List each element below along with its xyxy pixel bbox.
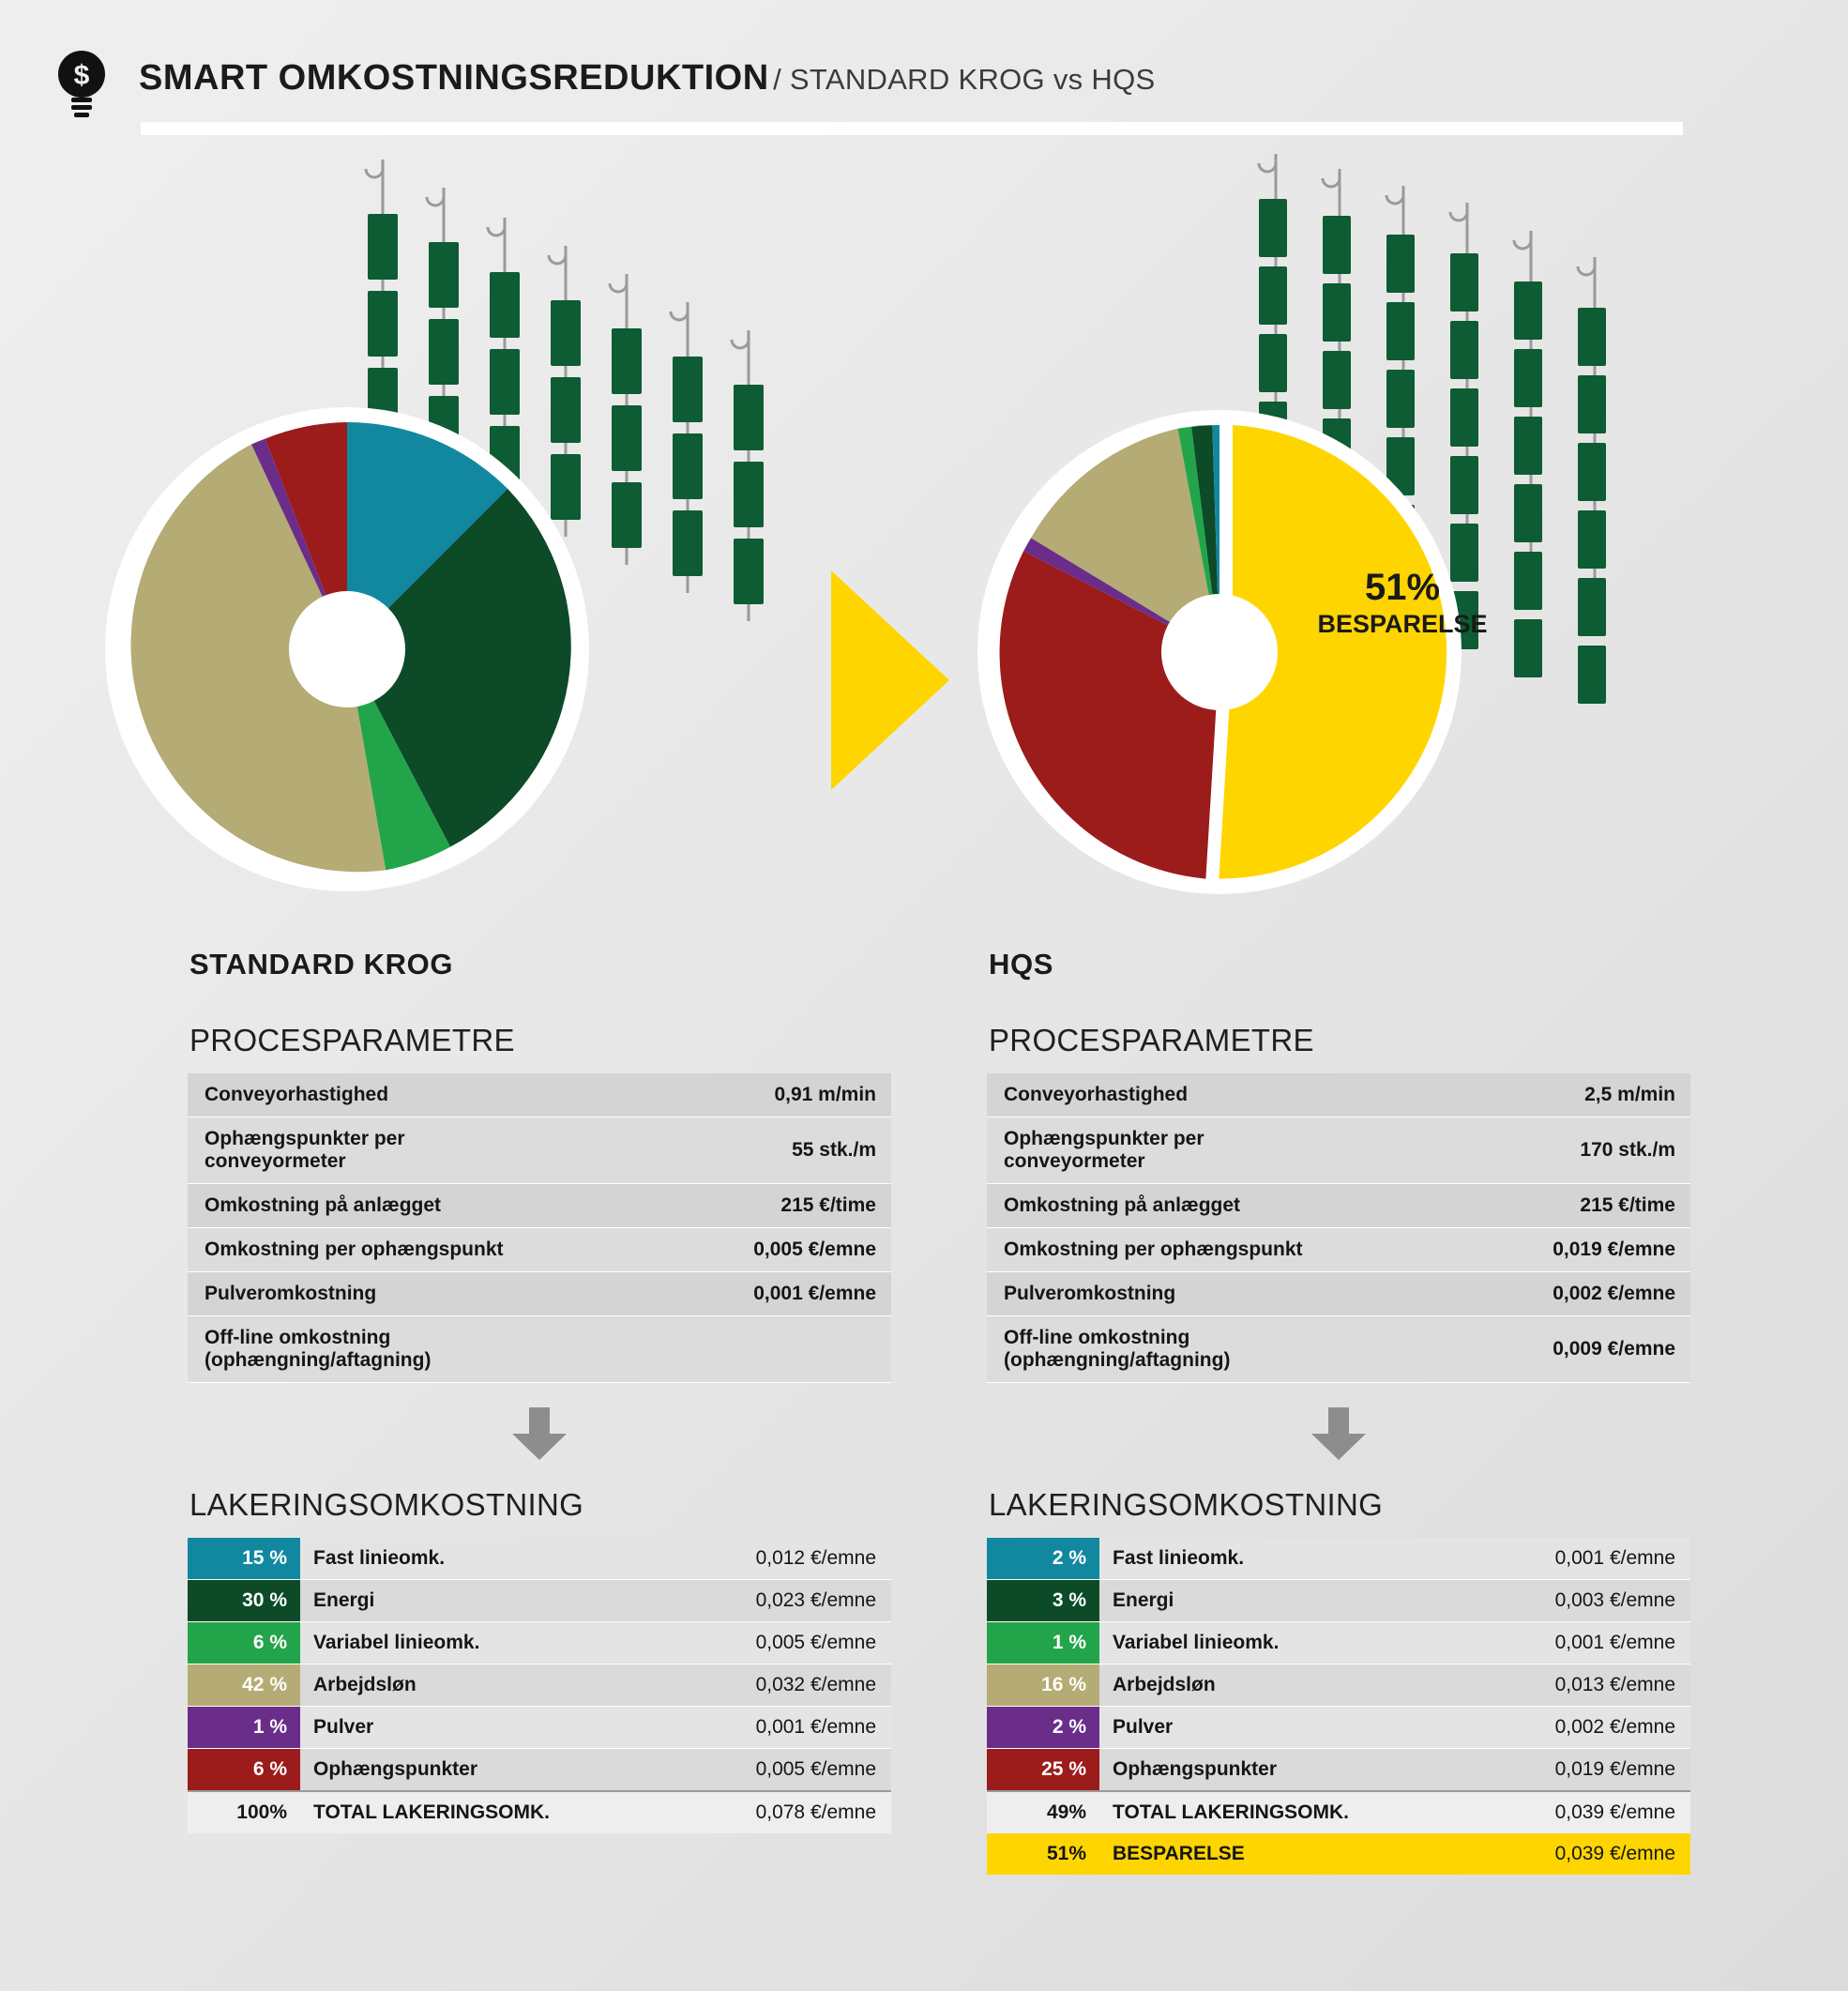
cost-amount: 0,023 €/emne xyxy=(596,1580,891,1622)
total-amount: 0,039 €/emne xyxy=(1395,1791,1690,1833)
table-row xyxy=(987,1749,1690,1792)
table-row xyxy=(987,1228,1690,1272)
table-row xyxy=(188,1707,891,1749)
cost-percent: 15 % xyxy=(188,1538,300,1580)
hqs-donut-chart xyxy=(971,394,1496,924)
header-divider xyxy=(141,122,1683,135)
table-row xyxy=(188,1538,891,1580)
param-label: Omkostning per ophængspunkt xyxy=(987,1228,1339,1272)
standard-krog-donut-chart xyxy=(103,405,591,898)
total-percent: 100% xyxy=(188,1791,300,1833)
saving-amount: 0,039 €/emne xyxy=(1395,1833,1690,1875)
table-row-total xyxy=(188,1791,891,1833)
param-value: 0,001 €/emne xyxy=(539,1272,891,1316)
param-value: 0,005 €/emne xyxy=(539,1228,891,1272)
lightbulb-dollar-icon xyxy=(53,49,111,124)
table-row xyxy=(188,1117,891,1184)
cost-percent: 42 % xyxy=(188,1664,300,1707)
table-row xyxy=(987,1184,1690,1228)
table-row xyxy=(987,1272,1690,1316)
cost-percent: 2 % xyxy=(987,1538,1099,1580)
param-label: Conveyorhastighed xyxy=(987,1073,1339,1117)
cost-label: Variabel linieomk. xyxy=(300,1622,596,1664)
param-value: 55 stk./m xyxy=(539,1117,891,1184)
hqs-column xyxy=(987,948,1690,1875)
param-value: 0,002 €/emne xyxy=(1339,1272,1690,1316)
cost-label: Ophængspunkter xyxy=(1099,1749,1395,1792)
table-row xyxy=(188,1664,891,1707)
table-row xyxy=(987,1580,1690,1622)
table-row xyxy=(987,1622,1690,1664)
table-row xyxy=(987,1316,1690,1383)
table-row-saving xyxy=(987,1833,1690,1875)
cost-amount: 0,019 €/emne xyxy=(1395,1749,1690,1792)
param-label: Conveyorhastighed xyxy=(188,1073,539,1117)
title-sub: / STANDARD KROG vs HQS xyxy=(773,63,1156,96)
param-value: 0,009 €/emne xyxy=(1339,1316,1690,1383)
table-row xyxy=(987,1707,1690,1749)
cost-percent: 3 % xyxy=(987,1580,1099,1622)
table-row xyxy=(188,1184,891,1228)
table-row xyxy=(987,1664,1690,1707)
svg-text:$: $ xyxy=(73,60,90,91)
right-coating-cost-table xyxy=(987,1538,1690,1875)
donut-saving-percent: 51% xyxy=(1364,567,1441,608)
cost-label: Fast linieomk. xyxy=(300,1538,596,1580)
total-label: TOTAL LAKERINGSOMK. xyxy=(300,1791,596,1833)
left-coating-cost-table xyxy=(188,1538,891,1833)
param-label: Pulveromkostning xyxy=(987,1272,1339,1316)
table-row xyxy=(188,1316,891,1383)
left-coating-cost-heading: LAKERINGSOMKOSTNING xyxy=(189,1487,584,1522)
down-arrow-icon xyxy=(188,1407,891,1467)
table-row-total xyxy=(987,1791,1690,1833)
cost-label: Fast linieomk. xyxy=(1099,1538,1395,1580)
param-value xyxy=(539,1316,891,1383)
hqs-heading: HQS xyxy=(989,948,1053,980)
cost-label: Energi xyxy=(1099,1580,1395,1622)
cost-percent: 30 % xyxy=(188,1580,300,1622)
total-label: TOTAL LAKERINGSOMK. xyxy=(1099,1791,1395,1833)
title-main: SMART OMKOSTNINGSREDUKTION xyxy=(139,58,769,98)
param-label: Omkostning på anlægget xyxy=(188,1184,539,1228)
cost-percent: 6 % xyxy=(188,1622,300,1664)
cost-percent: 25 % xyxy=(987,1749,1099,1792)
cost-percent: 16 % xyxy=(987,1664,1099,1707)
table-row xyxy=(188,1580,891,1622)
cost-amount: 0,002 €/emne xyxy=(1395,1707,1690,1749)
cost-amount: 0,012 €/emne xyxy=(596,1538,891,1580)
left-process-parameters-table xyxy=(188,1073,891,1383)
cost-label: Pulver xyxy=(1099,1707,1395,1749)
table-row xyxy=(188,1073,891,1117)
param-value: 215 €/time xyxy=(539,1184,891,1228)
cost-amount: 0,032 €/emne xyxy=(596,1664,891,1707)
saving-label: BESPARELSE xyxy=(1099,1833,1395,1875)
cost-amount: 0,005 €/emne xyxy=(596,1749,891,1792)
table-row xyxy=(987,1538,1690,1580)
param-label: Omkostning per ophængspunkt xyxy=(188,1228,539,1272)
param-value: 2,5 m/min xyxy=(1339,1073,1690,1117)
cost-amount: 0,005 €/emne xyxy=(596,1622,891,1664)
param-label: Ophængspunkter per conveyormeter xyxy=(188,1117,539,1184)
param-label: Off-line omkostning (ophængning/aftagning) xyxy=(188,1316,539,1383)
page-title xyxy=(139,58,1155,99)
param-label: Omkostning på anlægget xyxy=(987,1184,1339,1228)
header xyxy=(0,0,1848,155)
param-value: 170 stk./m xyxy=(1339,1117,1690,1184)
standard-krog-heading: STANDARD KROG xyxy=(189,948,454,980)
table-row xyxy=(188,1228,891,1272)
cost-label: Pulver xyxy=(300,1707,596,1749)
param-label: Off-line omkostning (ophængning/aftagning) xyxy=(987,1316,1339,1383)
cost-amount: 0,001 €/emne xyxy=(596,1707,891,1749)
cost-label: Arbejdsløn xyxy=(300,1664,596,1707)
param-value: 215 €/time xyxy=(1339,1184,1690,1228)
cost-label: Variabel linieomk. xyxy=(1099,1622,1395,1664)
cost-percent: 1 % xyxy=(188,1707,300,1749)
param-label: Ophængspunkter per conveyormeter xyxy=(987,1117,1339,1184)
cost-amount: 0,001 €/emne xyxy=(1395,1622,1690,1664)
cost-amount: 0,013 €/emne xyxy=(1395,1664,1690,1707)
cost-label: Arbejdsløn xyxy=(1099,1664,1395,1707)
table-row xyxy=(188,1272,891,1316)
table-row xyxy=(987,1117,1690,1184)
cost-percent: 2 % xyxy=(987,1707,1099,1749)
right-process-parameters-table xyxy=(987,1073,1690,1383)
table-row xyxy=(188,1749,891,1792)
table-row xyxy=(188,1622,891,1664)
cost-amount: 0,003 €/emne xyxy=(1395,1580,1690,1622)
right-coating-cost-heading: LAKERINGSOMKOSTNING xyxy=(989,1487,1384,1522)
param-value: 0,91 m/min xyxy=(539,1073,891,1117)
cost-label: Energi xyxy=(300,1580,596,1622)
cost-percent: 1 % xyxy=(987,1622,1099,1664)
standard-krog-column xyxy=(188,948,891,1833)
saving-percent: 51% xyxy=(987,1833,1099,1875)
param-label: Pulveromkostning xyxy=(188,1272,539,1316)
donut-saving-label: BESPARELSE xyxy=(1317,610,1488,638)
total-percent: 49% xyxy=(987,1791,1099,1833)
cost-amount: 0,001 €/emne xyxy=(1395,1538,1690,1580)
cost-label: Ophængspunkter xyxy=(300,1749,596,1792)
transition-arrow-icon xyxy=(826,563,957,802)
right-process-parameters-heading: PROCESPARAMETRE xyxy=(989,1023,1314,1057)
param-value: 0,019 €/emne xyxy=(1339,1228,1690,1272)
cost-percent: 6 % xyxy=(188,1749,300,1792)
down-arrow-icon xyxy=(987,1407,1690,1467)
table-row xyxy=(987,1073,1690,1117)
total-amount: 0,078 €/emne xyxy=(596,1791,891,1833)
left-process-parameters-heading: PROCESPARAMETRE xyxy=(189,1023,515,1057)
